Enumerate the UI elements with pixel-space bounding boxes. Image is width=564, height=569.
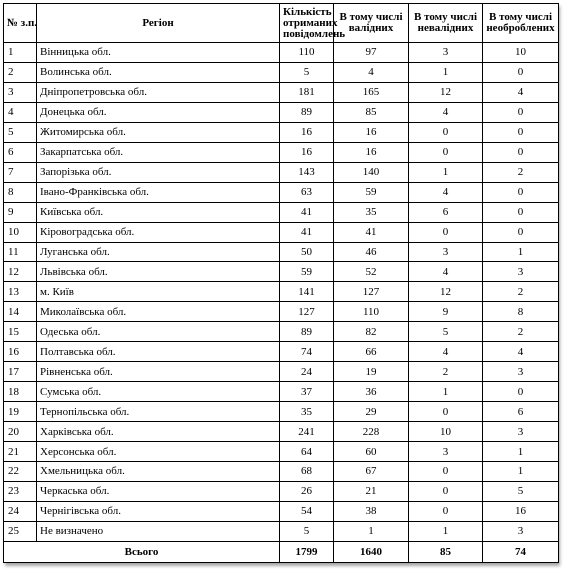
row-number: 14 bbox=[4, 302, 37, 322]
row-region: Закарпатська обл. bbox=[37, 142, 280, 162]
row-invalid: 3 bbox=[409, 442, 483, 462]
row-received: 35 bbox=[280, 402, 334, 422]
row-invalid: 9 bbox=[409, 302, 483, 322]
table-row bbox=[4, 501, 559, 521]
row-unprocessed: 0 bbox=[483, 142, 559, 162]
row-received: 241 bbox=[280, 422, 334, 442]
row-invalid: 0 bbox=[409, 462, 483, 482]
row-invalid: 1 bbox=[409, 62, 483, 82]
row-invalid: 2 bbox=[409, 362, 483, 382]
row-valid: 97 bbox=[334, 43, 409, 63]
row-number: 21 bbox=[4, 442, 37, 462]
table-row bbox=[4, 202, 559, 222]
row-invalid: 1 bbox=[409, 521, 483, 541]
table-row bbox=[4, 282, 559, 302]
header-unprocessed: В тому числі необроблених bbox=[483, 4, 559, 43]
row-invalid: 1 bbox=[409, 162, 483, 182]
regional-messages-table bbox=[3, 3, 559, 563]
table-row bbox=[4, 442, 559, 462]
row-invalid: 0 bbox=[409, 222, 483, 242]
row-number: 9 bbox=[4, 202, 37, 222]
row-region: Одеська обл. bbox=[37, 322, 280, 342]
row-invalid: 0 bbox=[409, 402, 483, 422]
row-number: 7 bbox=[4, 162, 37, 182]
row-received: 54 bbox=[280, 501, 334, 521]
row-invalid: 0 bbox=[409, 501, 483, 521]
row-received: 37 bbox=[280, 382, 334, 402]
row-number: 10 bbox=[4, 222, 37, 242]
table-row bbox=[4, 362, 559, 382]
row-number: 13 bbox=[4, 282, 37, 302]
row-region: Львівська обл. bbox=[37, 262, 280, 282]
row-received: 89 bbox=[280, 322, 334, 342]
row-number: 11 bbox=[4, 242, 37, 262]
row-unprocessed: 3 bbox=[483, 422, 559, 442]
table-row bbox=[4, 382, 559, 402]
row-unprocessed: 2 bbox=[483, 282, 559, 302]
row-unprocessed: 5 bbox=[483, 481, 559, 501]
row-region: Вінницька обл. bbox=[37, 43, 280, 63]
row-unprocessed: 1 bbox=[483, 442, 559, 462]
row-number: 23 bbox=[4, 481, 37, 501]
row-invalid: 1 bbox=[409, 382, 483, 402]
row-valid: 1 bbox=[334, 521, 409, 541]
row-received: 68 bbox=[280, 462, 334, 482]
row-number: 19 bbox=[4, 402, 37, 422]
row-region: Волинська обл. bbox=[37, 62, 280, 82]
row-number: 5 bbox=[4, 122, 37, 142]
row-unprocessed: 8 bbox=[483, 302, 559, 322]
row-region: Київська обл. bbox=[37, 202, 280, 222]
row-received: 181 bbox=[280, 82, 334, 102]
row-invalid: 0 bbox=[409, 481, 483, 501]
row-number: 12 bbox=[4, 262, 37, 282]
row-number: 20 bbox=[4, 422, 37, 442]
row-region: Івано-Франківська обл. bbox=[37, 182, 280, 202]
row-number: 22 bbox=[4, 462, 37, 482]
row-valid: 4 bbox=[334, 62, 409, 82]
row-unprocessed: 2 bbox=[483, 322, 559, 342]
row-invalid: 6 bbox=[409, 202, 483, 222]
row-unprocessed: 0 bbox=[483, 382, 559, 402]
row-valid: 46 bbox=[334, 242, 409, 262]
row-invalid: 10 bbox=[409, 422, 483, 442]
row-valid: 52 bbox=[334, 262, 409, 282]
row-received: 89 bbox=[280, 102, 334, 122]
row-received: 26 bbox=[280, 481, 334, 501]
total-unprocessed: 74 bbox=[483, 542, 559, 563]
row-region: Не визначено bbox=[37, 521, 280, 541]
row-valid: 16 bbox=[334, 122, 409, 142]
row-valid: 67 bbox=[334, 462, 409, 482]
row-unprocessed: 0 bbox=[483, 222, 559, 242]
row-unprocessed: 4 bbox=[483, 82, 559, 102]
row-unprocessed: 3 bbox=[483, 521, 559, 541]
row-invalid: 12 bbox=[409, 282, 483, 302]
table-header-row bbox=[4, 4, 559, 43]
table-row bbox=[4, 182, 559, 202]
table-row bbox=[4, 342, 559, 362]
table-row bbox=[4, 322, 559, 342]
row-region: Черкаська обл. bbox=[37, 481, 280, 501]
table-row bbox=[4, 422, 559, 442]
row-received: 59 bbox=[280, 262, 334, 282]
row-number: 1 bbox=[4, 43, 37, 63]
row-unprocessed: 6 bbox=[483, 402, 559, 422]
row-invalid: 4 bbox=[409, 342, 483, 362]
row-received: 16 bbox=[280, 122, 334, 142]
row-region: Запорізька обл. bbox=[37, 162, 280, 182]
row-number: 8 bbox=[4, 182, 37, 202]
row-received: 16 bbox=[280, 142, 334, 162]
row-received: 50 bbox=[280, 242, 334, 262]
row-valid: 82 bbox=[334, 322, 409, 342]
row-valid: 41 bbox=[334, 222, 409, 242]
row-received: 5 bbox=[280, 62, 334, 82]
header-num: № з.п. bbox=[4, 4, 37, 43]
total-invalid: 85 bbox=[409, 542, 483, 563]
total-label: Всього bbox=[4, 542, 280, 563]
table-row bbox=[4, 122, 559, 142]
row-number: 25 bbox=[4, 521, 37, 541]
table-row bbox=[4, 82, 559, 102]
row-invalid: 5 bbox=[409, 322, 483, 342]
table-row bbox=[4, 222, 559, 242]
row-received: 41 bbox=[280, 222, 334, 242]
table-row bbox=[4, 402, 559, 422]
table-row bbox=[4, 102, 559, 122]
table-row bbox=[4, 242, 559, 262]
row-valid: 140 bbox=[334, 162, 409, 182]
row-number: 15 bbox=[4, 322, 37, 342]
row-invalid: 3 bbox=[409, 43, 483, 63]
row-region: Харківська обл. bbox=[37, 422, 280, 442]
total-received: 1799 bbox=[280, 542, 334, 563]
row-received: 141 bbox=[280, 282, 334, 302]
row-unprocessed: 0 bbox=[483, 102, 559, 122]
row-unprocessed: 0 bbox=[483, 202, 559, 222]
row-number: 17 bbox=[4, 362, 37, 382]
header-valid: В тому числі валідних bbox=[334, 4, 409, 43]
row-valid: 60 bbox=[334, 442, 409, 462]
table-row bbox=[4, 462, 559, 482]
row-valid: 228 bbox=[334, 422, 409, 442]
row-valid: 38 bbox=[334, 501, 409, 521]
row-invalid: 4 bbox=[409, 102, 483, 122]
row-region: Донецька обл. bbox=[37, 102, 280, 122]
row-number: 3 bbox=[4, 82, 37, 102]
table-row bbox=[4, 162, 559, 182]
table-frame bbox=[3, 3, 558, 563]
row-number: 6 bbox=[4, 142, 37, 162]
row-valid: 16 bbox=[334, 142, 409, 162]
row-region: Хмельницька обл. bbox=[37, 462, 280, 482]
total-row bbox=[4, 542, 559, 563]
row-received: 74 bbox=[280, 342, 334, 362]
row-received: 24 bbox=[280, 362, 334, 382]
row-valid: 19 bbox=[334, 362, 409, 382]
row-number: 2 bbox=[4, 62, 37, 82]
row-number: 24 bbox=[4, 501, 37, 521]
row-region: Сумська обл. bbox=[37, 382, 280, 402]
row-number: 16 bbox=[4, 342, 37, 362]
row-valid: 35 bbox=[334, 202, 409, 222]
row-region: м. Київ bbox=[37, 282, 280, 302]
row-region: Рівненська обл. bbox=[37, 362, 280, 382]
row-valid: 36 bbox=[334, 382, 409, 402]
row-unprocessed: 1 bbox=[483, 462, 559, 482]
row-invalid: 4 bbox=[409, 182, 483, 202]
row-valid: 85 bbox=[334, 102, 409, 122]
row-region: Дніпропетровська обл. bbox=[37, 82, 280, 102]
row-valid: 165 bbox=[334, 82, 409, 102]
row-unprocessed: 0 bbox=[483, 182, 559, 202]
table-row bbox=[4, 43, 559, 63]
row-number: 4 bbox=[4, 102, 37, 122]
row-valid: 21 bbox=[334, 481, 409, 501]
row-invalid: 4 bbox=[409, 262, 483, 282]
row-valid: 66 bbox=[334, 342, 409, 362]
row-invalid: 0 bbox=[409, 142, 483, 162]
row-invalid: 0 bbox=[409, 122, 483, 142]
row-unprocessed: 0 bbox=[483, 62, 559, 82]
row-unprocessed: 4 bbox=[483, 342, 559, 362]
row-region: Миколаївська обл. bbox=[37, 302, 280, 322]
header-invalid: В тому числі невалідних bbox=[409, 4, 483, 43]
row-valid: 127 bbox=[334, 282, 409, 302]
table-row bbox=[4, 62, 559, 82]
row-received: 110 bbox=[280, 43, 334, 63]
row-unprocessed: 3 bbox=[483, 362, 559, 382]
table-row bbox=[4, 142, 559, 162]
row-region: Чернігівська обл. bbox=[37, 501, 280, 521]
row-unprocessed: 2 bbox=[483, 162, 559, 182]
row-received: 64 bbox=[280, 442, 334, 462]
row-region: Кіровоградська обл. bbox=[37, 222, 280, 242]
row-received: 127 bbox=[280, 302, 334, 322]
header-region: Регіон bbox=[37, 4, 280, 43]
row-invalid: 12 bbox=[409, 82, 483, 102]
table-row bbox=[4, 521, 559, 541]
row-region: Тернопільська обл. bbox=[37, 402, 280, 422]
table-row bbox=[4, 481, 559, 501]
row-region: Луганська обл. bbox=[37, 242, 280, 262]
row-region: Херсонська обл. bbox=[37, 442, 280, 462]
total-valid: 1640 bbox=[334, 542, 409, 563]
row-valid: 29 bbox=[334, 402, 409, 422]
row-invalid: 3 bbox=[409, 242, 483, 262]
row-received: 41 bbox=[280, 202, 334, 222]
row-unprocessed: 3 bbox=[483, 262, 559, 282]
row-received: 143 bbox=[280, 162, 334, 182]
table-row bbox=[4, 262, 559, 282]
row-valid: 110 bbox=[334, 302, 409, 322]
row-unprocessed: 1 bbox=[483, 242, 559, 262]
row-received: 63 bbox=[280, 182, 334, 202]
row-number: 18 bbox=[4, 382, 37, 402]
table-row bbox=[4, 302, 559, 322]
row-region: Полтавська обл. bbox=[37, 342, 280, 362]
row-region: Житомирська обл. bbox=[37, 122, 280, 142]
row-received: 5 bbox=[280, 521, 334, 541]
row-unprocessed: 10 bbox=[483, 43, 559, 63]
header-received: Кількість отриманих повідомлень bbox=[280, 4, 334, 43]
row-valid: 59 bbox=[334, 182, 409, 202]
row-unprocessed: 16 bbox=[483, 501, 559, 521]
row-unprocessed: 0 bbox=[483, 122, 559, 142]
